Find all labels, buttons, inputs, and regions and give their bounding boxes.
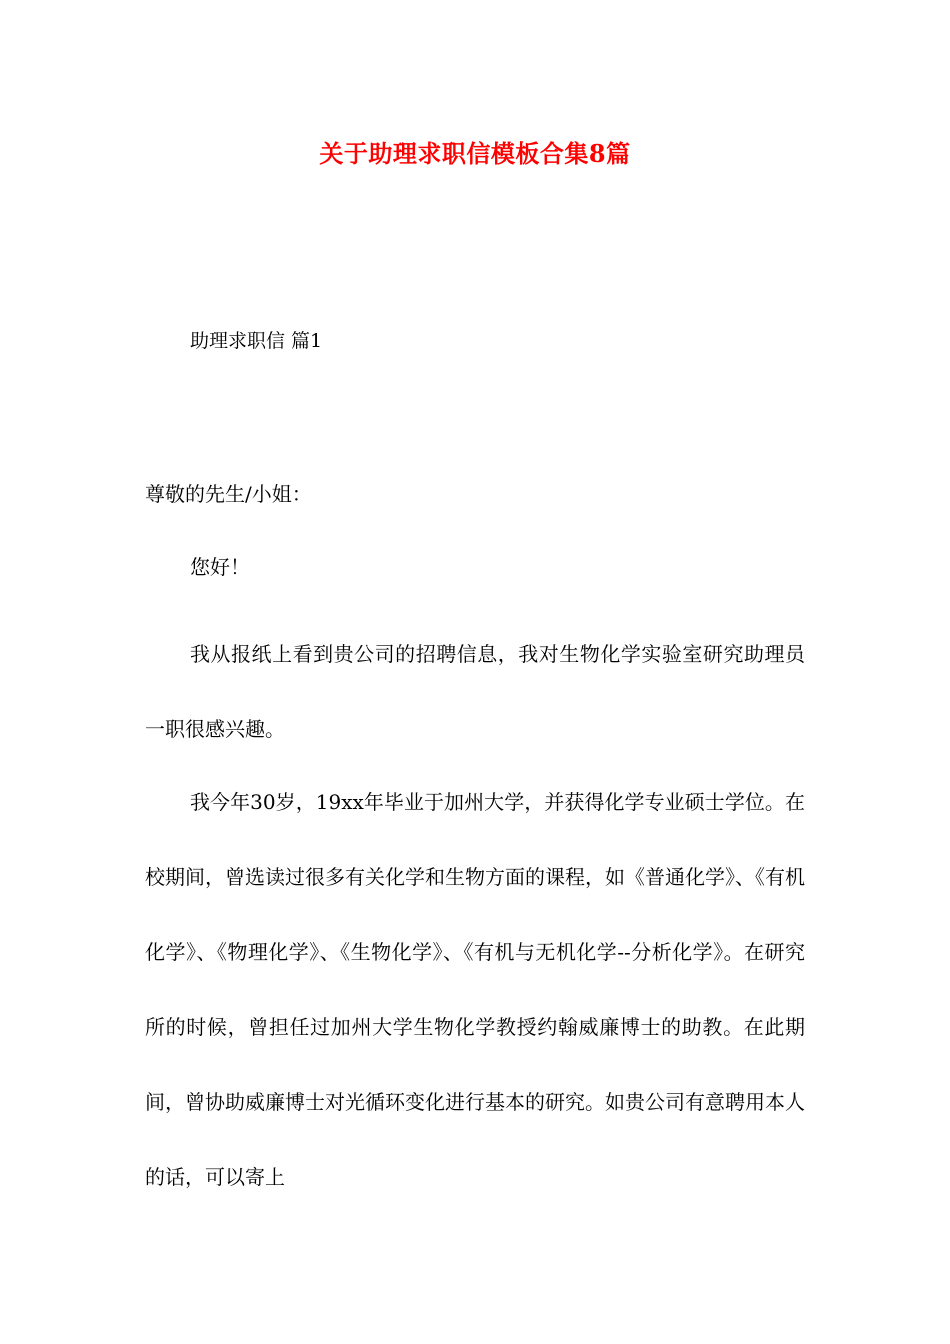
document-title: 关于助理求职信模板合集8篇 — [319, 139, 631, 168]
greeting: 您好！ — [190, 555, 250, 579]
salutation: 尊敬的先生/小姐： — [145, 482, 312, 506]
paragraph-background: 我今年30岁，19xx年毕业于加州大学，并获得化学专业硕士学位。在校期间，曾选读过很多有关化学和生物方面的课程，如《普通化学》、《有机化学》、《物理化学》、《生物化学》、《有机与无机化学--分析化学》。在研究所的时候，曾担任过加州大学生物化学教授约翰威廉博士的助教。在此期间，曾协助威廉博士对光循环变化进行基本的研究。如贵公司有意聘用本人的话，可以寄上 — [145, 790, 805, 1189]
paragraph-interest: 我从报纸上看到贵公司的招聘信息，我对生物化学实验室研究助理员一职很感兴趣。 — [145, 642, 805, 741]
section-heading: 助理求职信 篇1 — [190, 330, 323, 352]
